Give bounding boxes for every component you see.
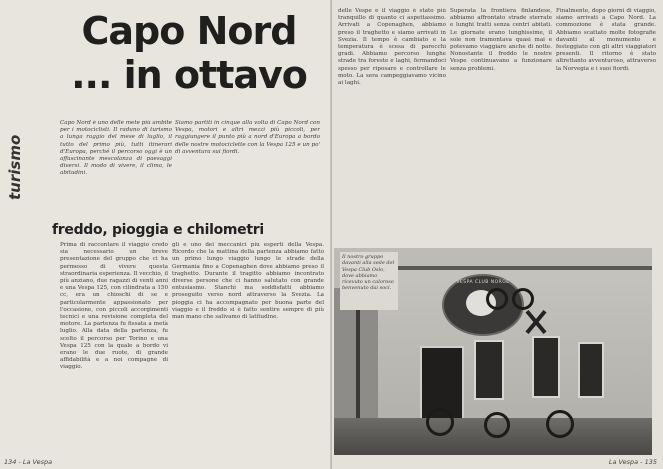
- section-subheading: freddo, pioggia e chilometri: [52, 222, 264, 238]
- left-folio: 134 - La Vespa: [4, 458, 53, 466]
- parked-scooter-3: [546, 410, 574, 438]
- section-rubric: turismo: [6, 134, 24, 200]
- photo-window-1: [474, 340, 504, 400]
- body-column-2: gli e uno dei meccanici più esperti della Vespa. Ricordo che la mattina della partenza abbiamo fatto un primo lungo viaggio lungo le strade della Germania fino a Copenaghen dove abbiamo preso il traghetto. Durante il tragitto abbiamo incontrato diverse persone che ci hanno salutato con grande entusiasmo. Stanchi ma soddisfatti abbiamo proseguito verso nord attraverso la Svezia. La pioggia ci ha accompagnato per buona parte del viaggio e il freddo si è fatto sentire sempre di più man mano che salivamo di latitudine.: [172, 242, 324, 321]
- right-folio: La Vespa - 135: [608, 458, 657, 466]
- right-column-2: Superata la frontiera finlandese, abbiamo affrontato strade sterrate e lunghi tratti senza centri abitati. Le giornate erano lunghissime, il sole non tramontava quasi mai e potevamo viaggiare anche di notte. Nonostante il freddo le nostre Vespe continuavano a funzionare senza problemi.: [450, 8, 552, 72]
- photo-caption: Il nostro gruppo davanti alla sede del Vespa Club Oslo, dove abbiamo ricevuto un caloroso benvenuto dai soci.: [342, 254, 395, 292]
- photo-caption-box: [340, 252, 398, 310]
- article-title-line2: ... in ottavo: [71, 53, 307, 97]
- parked-scooter-1: [426, 408, 454, 436]
- right-page: [332, 0, 663, 469]
- wall-scooter-wheel-front: [486, 288, 508, 310]
- article-title-line1: Capo Nord: [81, 9, 297, 53]
- right-column-1: delle Vespe e il viaggio è stato più tranquillo di quanto ci aspettassimo. Arrivati a Copenaghen, abbiamo preso il traghetto e siamo arrivati in Svezia. Il tempo è cambiato e la temperatura è scesa di parecchi gradi. Abbiamo percorso lunghe strade tra foreste e laghi, fermandoci spesso per riposare e controllare le moto. La sera campeggiavamo vicino ai laghi.: [338, 8, 446, 87]
- parked-scooter-2: [484, 412, 510, 438]
- right-column-3: Finalmente, dopo giorni di viaggio, siamo arrivati a Capo Nord. La commozione è stata grande. Abbiamo scattato molte fotografie davanti al monumento e festeggiato con gli altri viaggiatori presenti. Il ritorno è stato altrettanto avventuroso, attraverso la Norvegia e i suoi fiordi.: [556, 8, 656, 72]
- club-emblem: [442, 274, 524, 336]
- club-emblem-text: VESPA CLUB NORGE: [456, 280, 510, 285]
- wall-scooter-wheel-rear: [512, 288, 534, 310]
- clubhouse-photo: [334, 248, 652, 455]
- photo-window-3: [578, 342, 604, 398]
- intro-column-1: Capo Nord è uno delle mete più ambite per i motociclisti. Il raduno di turismo a lunga raggio del mese di luglio, il tutto del primo più, tutti itinerari d'Europa, perché il percorso oggi è un affascinante mescolanza di paesaggi diversi. Il modo di vivere, il clima, le abitudini.: [60, 120, 172, 177]
- left-page: [0, 0, 331, 469]
- intro-column-2: Siamo partiti in cinque alla volta di Capo Nord con Vespa, motori e altri mezzi più piccoli, per raggiungere il punto più a nord d'Europa a bordo delle nostre motociclette con la Vespa 125 e un po' di avventura sui fiordi.: [175, 120, 320, 155]
- body-column-1: Prima di raccontare il viaggio credo sia necessario un breve presentazione del gruppo che ci ha permesso di vivere questa straordinaria esperienza. Il vecchio, il più anziano, due ragazzi di venti anni e una Vespa 125, con cilindrata a 150 cc, era un chioschi di se e particolarmente appassionato per l'occasione, con piccoli accorgimenti tecnici e una revisione completa del motore. La partenza fu fissata a metà luglio. Alla data della partenza, fu scelto il percorso per Torino e una Vespa 125 con la quale a bordo vi erano le due ruote, di grande affidabilità e a noi compagne di viaggio.: [60, 242, 168, 371]
- photo-window-2: [532, 336, 560, 398]
